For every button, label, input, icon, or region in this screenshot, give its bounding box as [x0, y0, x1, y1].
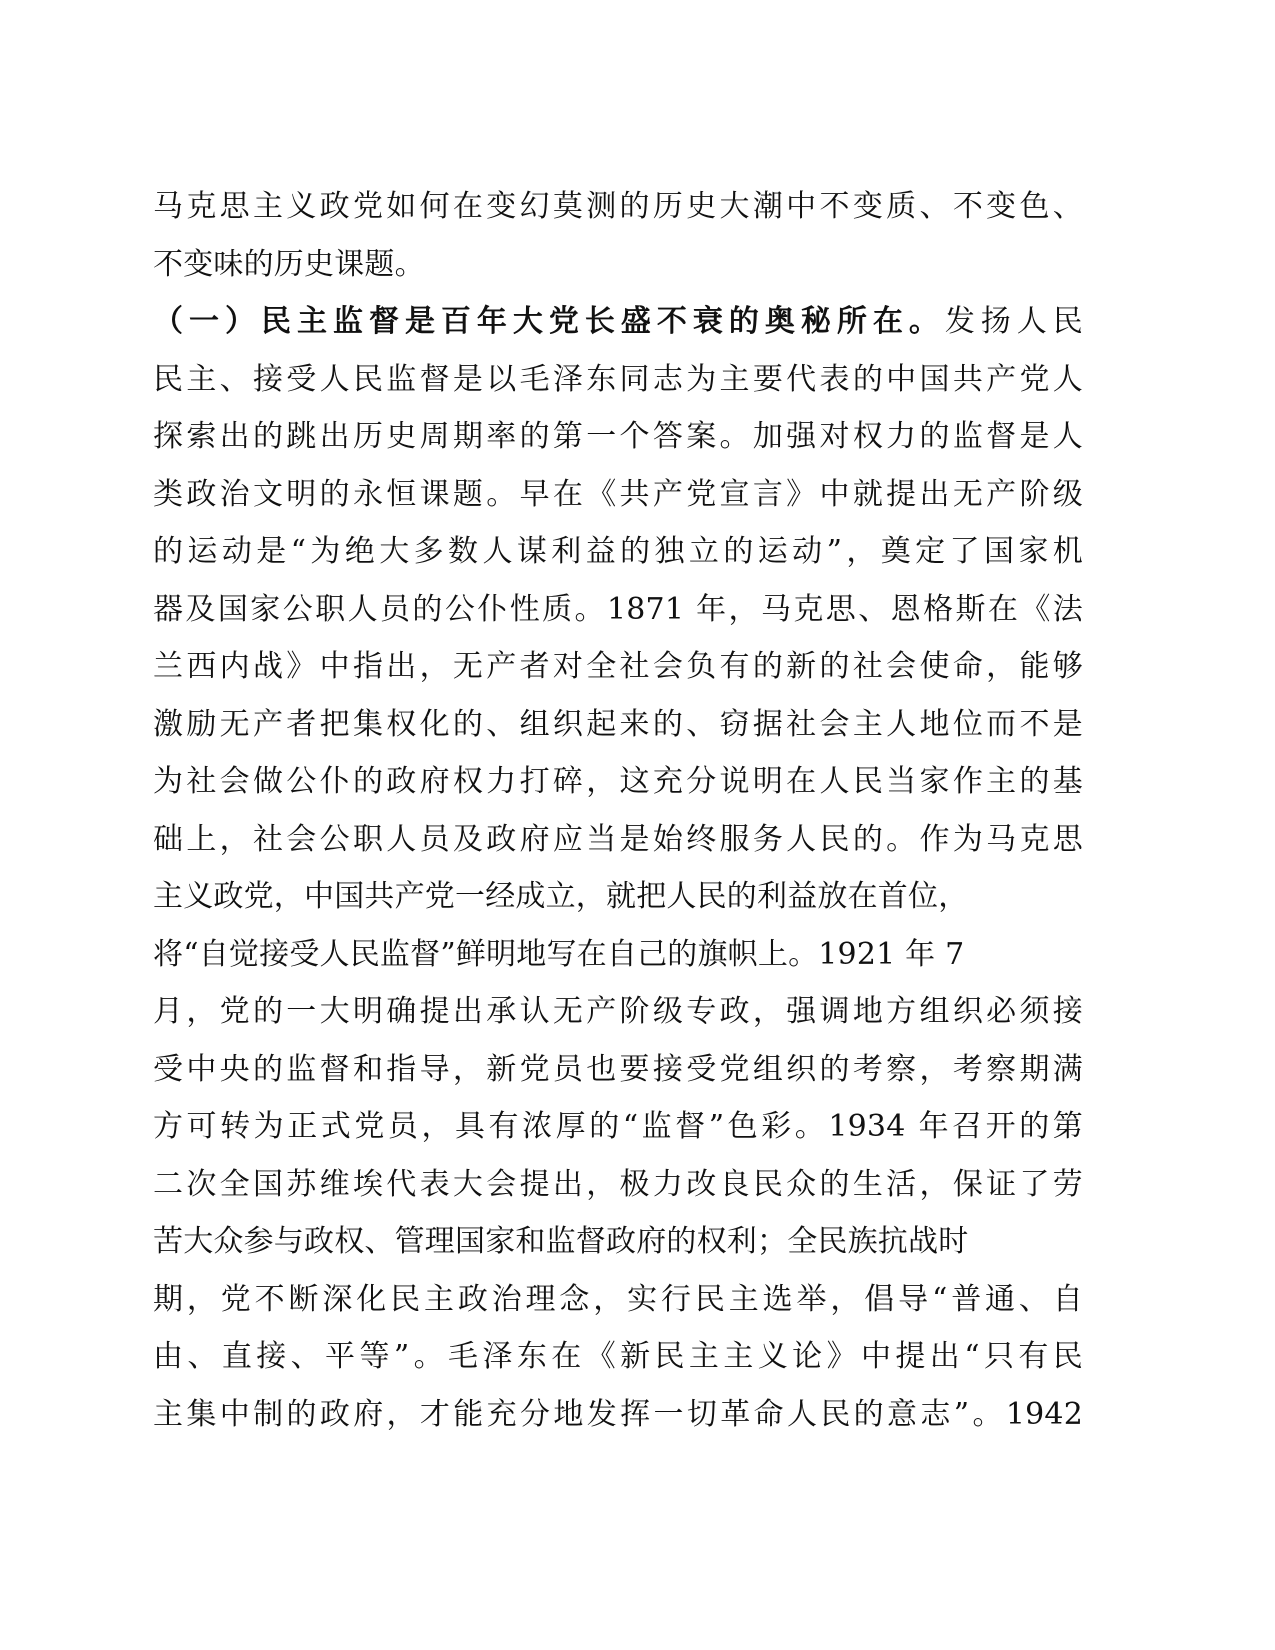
- text-line: 苦大众参与政权、管理国家和监督政府的权利；全民族抗战时: [153, 1224, 969, 1259]
- text-line: 二次全国苏维埃代表大会提出，极力改良民众的生活，保证了劳: [153, 1166, 1083, 1202]
- text-span: 发扬人民: [944, 304, 1083, 339]
- text-line: 为社会做公仆的政府权力打碎，这充分说明在人民当家作主的基: [153, 764, 1083, 799]
- text-line: 月，党的一大明确提出承认无产阶级专政，强调地方组织必须接: [153, 994, 1083, 1029]
- text-line: 期，党不断深化民主政治理念，实行民主选举，倡导“普通、自: [153, 1281, 1083, 1317]
- text-line: 民主、接受人民监督是以毛泽东同志为主要代表的中国共产党人: [153, 361, 1083, 397]
- text-line: 器及国家公职人员的公仆性质。1871 年，马克思、恩格斯在《法: [153, 591, 1083, 627]
- text-line: 的运动是“为绝大多数人谋利益的独立的运动”，奠定了国家机: [153, 534, 1083, 569]
- text-line: 兰西内战》中指出，无产者对全社会负有的新的社会使命，能够: [153, 649, 1083, 684]
- text-line: 主集中制的政府，才能充分地发挥一切革命人民的意志”。1942: [153, 1396, 1083, 1432]
- text-line: 激励无产者把集权化的、组织起来的、窃据社会主人地位而不是: [153, 706, 1083, 742]
- text-line: 探索出的跳出历史周期率的第一个答案。加强对权力的监督是人: [153, 419, 1083, 454]
- section-heading-line: [153, 293, 1083, 351]
- section-heading: （一）民主监督是百年大党长盛不衰的奥秘所在。: [153, 304, 945, 339]
- text-line: 受中央的监督和指导，新党员也要接受党组织的考察，考察期满: [153, 1051, 1083, 1087]
- text-line: 础上，社会公职人员及政府应当是始终服务人民的。作为马克思: [153, 821, 1083, 857]
- text-line: 由、直接、平等”。毛泽东在《新民主主义论》中提出“只有民: [153, 1339, 1083, 1374]
- body-text: [153, 178, 1083, 1443]
- text-line: 将“自觉接受人民监督”鲜明地写在自己的旗帜上。1921 年 7: [153, 936, 965, 972]
- text-line: 类政治文明的永恒课题。早在《共产党宣言》中就提出无产阶级: [153, 476, 1083, 512]
- text-line: 方可转为正式党员，具有浓厚的“监督”色彩。1934 年召开的第: [153, 1109, 1083, 1144]
- text-line: 不变味的历史课题。: [153, 246, 425, 282]
- text-line: 主义政党，中国共产党一经成立，就把人民的利益放在首位，: [153, 879, 969, 914]
- text-line: 马克思主义政党如何在变幻莫测的历史大潮中不变质、不变色、: [153, 189, 1083, 224]
